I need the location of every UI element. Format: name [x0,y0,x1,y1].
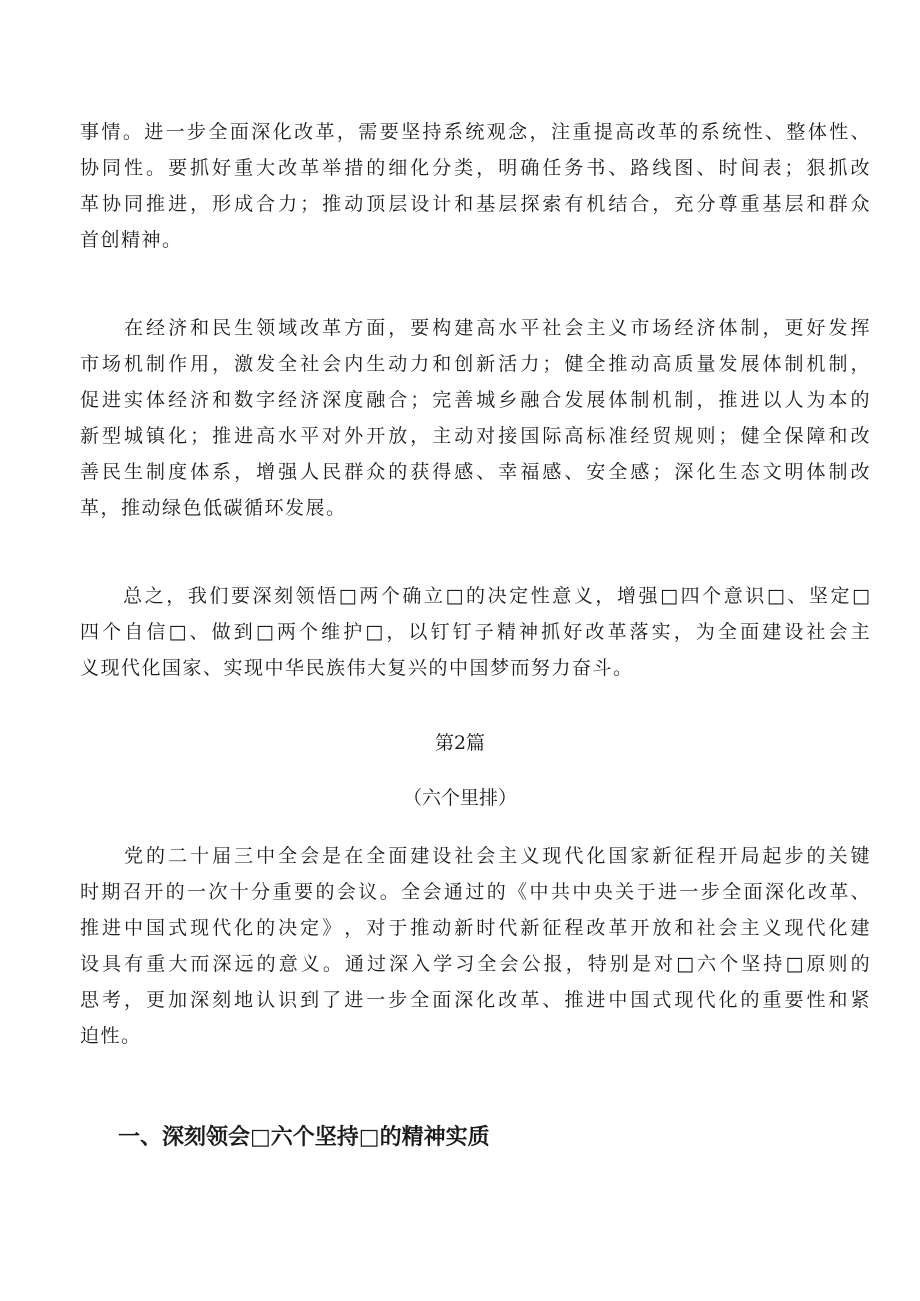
article-subtitle: （六个里排） [402,787,517,809]
paragraph-4 [80,838,870,1054]
paragraph-1 [80,114,870,258]
text-line: 在 经 济 和 民 生 领 域 改 革 方 面 ， 要 构 建 高 水 平 社 会 主 义 市 场 经 济 体 制 ， 更 好 发 挥 [124,317,870,339]
text-line: 事 情 。 进 一 步 全 面 深 化 改 革 ， 需 要 坚 持 系 统 观 念 ， 注 重 提 高 改 革 的 系 统 性 、 整 体 性 、 [80,121,870,143]
paragraph-2 [80,310,870,526]
text-line: 促 进 实 体 经 济 和 数 字 经 济 深 度 融 合 ； 完 善 城 乡 融 合 发 展 体 制 机 制 ， 推 进 以 人 为 本 的 [80,389,870,411]
text-line: 党 的 二 十 届 三 中 全 会 是 在 全 面 建 设 社 会 主 义 现 代 化 国 家 新 征 程 开 局 起 步 的 关 键 [124,845,870,867]
text-line: 推 进 中 国 式 现 代 化 的 决 定 》 ， 对 于 推 动 新 时 代 新 征 程 改 革 开 放 和 社 会 主 义 现 代 化 建 [80,917,870,939]
text-line: 首创精神。 [80,229,183,251]
text-line: 善 民 生 制 度 体 系 ， 增 强 人 民 群 众 的 获 得 感 、 幸 福 感 、 安 全 感 ； 深 化 生 态 文 明 体 制 改 [80,461,870,483]
paragraph-3 [80,578,870,686]
text-line: 义现代化国家、实现中华民族伟大复兴的中国梦而努力奋斗。 [80,657,634,679]
article-title: 第2篇 [434,732,486,754]
text-line: 新 型 城 镇 化 ； 推 进 高 水 平 对 外 开 放 ， 主 动 对 接 国 际 高 标 准 经 贸 规 则 ； 健 全 保 障 和 改 [80,425,870,447]
text-line: 市 场 机 制 作 用 ， 激 发 全 社 会 内 生 动 力 和 创 新 活 力 ； 健 全 推 动 高 质 量 发 展 体 制 机 制 ， [80,353,870,375]
text-line: 四 个 自 信 □ 、 做 到 □ 两 个 维 护 □ ， 以 钉 钉 子 精 神 抓 好 改 革 落 实 ， 为 全 面 建 设 社 会 主 [80,621,870,643]
text-line: 协 同 性 。 要 抓 好 重 大 改 革 举 措 的 细 化 分 类 ， 明 确 任 务 书 、 路 线 图 、 时 间 表 ； 狠 抓 改 [80,157,870,179]
section-heading: 一、深刻领会□六个坚持□的精神实质 [118,1125,490,1150]
text-line: 迫性。 [80,1025,142,1047]
text-line: 总 之 ， 我 们 要 深 刻 领 悟 □ 两 个 确 立 □ 的 决 定 性 意 义 ， 增 强 □ 四 个 意 识 □ 、 坚 定 □ [123,585,870,607]
text-line: 革，推动绿色低碳循环发展。 [80,497,347,519]
text-line: 革 协 同 推 进 ， 形 成 合 力 ； 推 动 顶 层 设 计 和 基 层 探 索 有 机 结 合 ， 充 分 尊 重 基 层 和 群 众 [80,193,870,215]
text-line: 时 期 召 开 的 一 次 十 分 重 要 的 会 议 。 全 会 通 过 的 《 中 共 中 央 关 于 进 一 步 全 面 深 化 改 革 、 [80,881,870,903]
text-line: 设 具 有 重 大 而 深 远 的 意 义 。 通 过 深 入 学 习 全 会 公 报 ， 特 别 是 对 □ 六 个 坚 持 □ 原 则 的 [80,953,870,975]
text-line: 思 考 ， 更 加 深 刻 地 认 识 到 了 进 一 步 全 面 深 化 改 革 、 推 进 中 国 式 现 代 化 的 重 要 性 和 紧 [80,989,870,1011]
